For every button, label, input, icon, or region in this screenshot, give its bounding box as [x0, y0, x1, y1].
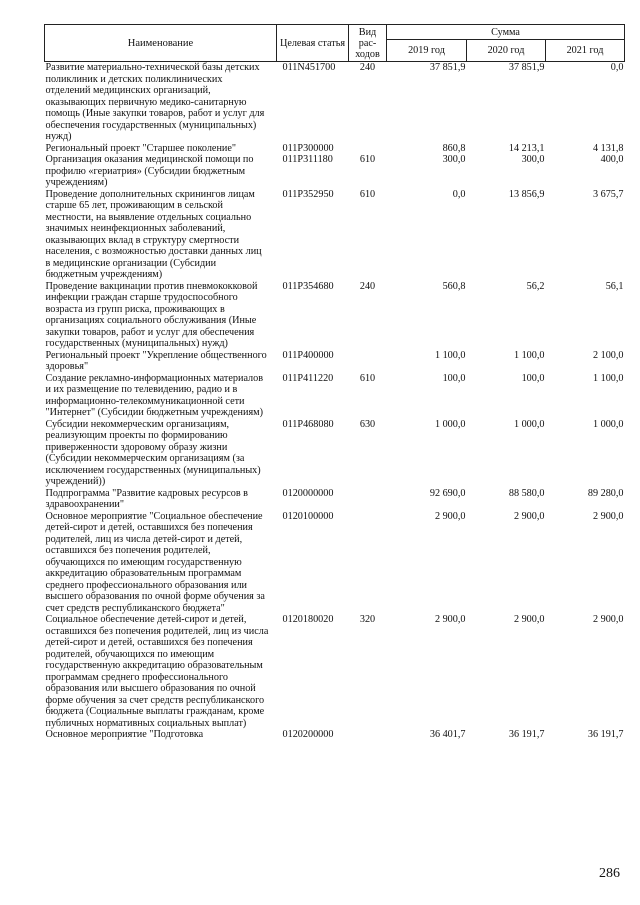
row-code: 0120100000 — [282, 510, 334, 522]
row-name: Развитие материально-технической базы детских поликлиник и детских поликлинических отделений медицинских организаций, оказывающих первичную медико-санитарную помощь (Иные закупки товаров, работ и услуг для обеспечения государственных (муниципальных) нужд) — [45, 62, 265, 142]
row-value-2019: 37 851,9 — [429, 62, 466, 73]
row-name: Проведение дополнительных скринингов лицам старше 65 лет, проживающим в сельской местности, на выявление отдельных социально значимых неинфекционных заболеваний, оказывающих вклад в структуру смертности населения, с возможностью доставки данных лиц в медицинские организации (Субсидии бюджетным учреждениям) — [45, 188, 262, 280]
row-value-2020: 2 900,0 — [513, 510, 545, 522]
row-name: Основное мероприятие "Социальное обеспечение детей-сирот и детей, оставшихся без попечения родителей, лиц из числа детей-сирот и детей, оставшихся без попечения родителей, обучающихся по имеющим государственную аккредитацию образовательным программам среднего профессионального образования или высшего образования по очной форме обучения за счет средств республиканского бюджета" — [45, 510, 265, 614]
row-code: 0120180020 — [282, 614, 334, 625]
row-value-2019: 36 401,7 — [429, 729, 466, 740]
row-value-2020: 100,0 — [521, 372, 545, 384]
header-year-2020: 2020 год — [467, 40, 546, 62]
row-name: Проведение вакцинации против пневмококковой инфекции граждан старше трудоспособного возраста из групп риска, проживающих в организациях социального обслуживания (Иные закупки товаров, работ и услуг для обеспечения государственных (муниципальных) нужд) — [45, 280, 258, 349]
row-name: Организация оказания медицинской помощи по профилю «гериатрия» (Субсидии бюджетным учреждениям) — [45, 154, 254, 188]
row-code: 011P400000 — [282, 349, 334, 361]
table-row — [45, 488, 625, 511]
row-kind: 630 — [359, 418, 376, 430]
row-code: 0120200000 — [282, 729, 334, 740]
row-value-2019: 560,8 — [442, 280, 466, 292]
row-value-2019: 1 000,0 — [434, 418, 466, 430]
row-value-2021: 0,0 — [610, 62, 624, 73]
row-kind: 610 — [359, 154, 376, 165]
row-name: Региональный проект "Старшее поколение" — [45, 142, 237, 154]
row-value-2021: 2 900,0 — [592, 614, 624, 625]
row-value-2020: 88 580,0 — [508, 487, 545, 499]
header-year-2021: 2021 год — [546, 40, 625, 62]
row-name: Субсидии некоммерческим организациям, реализующим проекты по формированию приверженности здоровому образу жизни (Субсидии некоммерческим организациям (за исключением государственных (муниципальных) учреждений)) — [45, 418, 261, 487]
row-kind: 240 — [359, 62, 376, 73]
table-row — [45, 373, 625, 419]
row-value-2020: 2 900,0 — [513, 614, 545, 625]
row-value-2020: 1 100,0 — [513, 349, 545, 361]
row-value-2020: 14 213,1 — [508, 142, 545, 154]
header-kind: Вид рас-ходов — [349, 25, 387, 62]
row-value-2019: 92 690,0 — [429, 487, 466, 499]
row-name: Подпрограмма "Развитие кадровых ресурсов в здравоохранении" — [45, 487, 248, 510]
row-value-2019: 300,0 — [442, 154, 466, 165]
row-name: Основное мероприятие "Подготовка — [45, 729, 204, 740]
row-code: 0120000000 — [282, 487, 334, 499]
row-code: 011P468080 — [282, 418, 334, 430]
row-value-2020: 36 191,7 — [508, 729, 545, 740]
page-number: 286 — [599, 866, 620, 881]
row-value-2019: 0,0 — [452, 188, 466, 200]
table-row — [45, 189, 625, 281]
row-value-2021: 56,1 — [605, 280, 624, 292]
header-name: Наименование — [45, 25, 277, 62]
row-kind: 610 — [359, 372, 376, 384]
row-value-2021: 89 280,0 — [587, 487, 624, 499]
row-kind: 320 — [359, 614, 376, 625]
table-row — [45, 729, 625, 741]
row-code: 011P300000 — [282, 142, 334, 154]
row-code: 011P354680 — [282, 280, 334, 292]
row-value-2021: 1 000,0 — [592, 418, 624, 430]
header-code: Целевая статья — [277, 25, 349, 62]
table-row — [45, 154, 625, 189]
row-name: Создание рекламно-информационных материалов и их размещение по телевидению, радио и в информационно-телекоммуникационной сети "Интернет" (Субсидии бюджетным учреждениям) — [45, 372, 264, 418]
row-value-2019: 2 900,0 — [434, 510, 466, 522]
row-value-2021: 400,0 — [600, 154, 624, 165]
row-value-2020: 56,2 — [526, 280, 545, 292]
row-code: 011P311180 — [282, 154, 333, 165]
row-kind: 240 — [359, 280, 376, 292]
row-value-2020: 1 000,0 — [513, 418, 545, 430]
row-value-2021: 1 100,0 — [592, 372, 624, 384]
row-code: 011N451700 — [282, 62, 336, 73]
table-row — [45, 614, 625, 729]
row-value-2019: 1 100,0 — [434, 349, 466, 361]
row-value-2021: 3 675,7 — [592, 188, 624, 200]
table-row — [45, 143, 625, 155]
row-value-2021: 4 131,8 — [592, 142, 624, 154]
row-value-2020: 37 851,9 — [508, 62, 545, 73]
row-value-2019: 2 900,0 — [434, 614, 466, 625]
table-row — [45, 62, 625, 143]
row-value-2019: 100,0 — [442, 372, 466, 384]
header-sum: Сумма — [387, 25, 625, 40]
row-kind: 610 — [359, 188, 376, 200]
table-row — [45, 419, 625, 488]
row-value-2019: 860,8 — [442, 142, 466, 154]
row-value-2021: 36 191,7 — [587, 729, 624, 740]
row-value-2020: 300,0 — [521, 154, 545, 165]
row-kind — [349, 488, 387, 511]
table-row — [45, 511, 625, 615]
row-kind — [349, 511, 387, 615]
row-value-2021: 2 100,0 — [592, 349, 624, 361]
table-row — [45, 281, 625, 350]
row-code: 011P411220 — [282, 372, 334, 384]
header-year-2019: 2019 год — [387, 40, 467, 62]
row-value-2021: 2 900,0 — [592, 510, 624, 522]
row-kind — [349, 350, 387, 373]
table-row — [45, 350, 625, 373]
row-name: Региональный проект "Укрепление общественного здоровья" — [45, 349, 267, 372]
row-code: 011P352950 — [282, 188, 334, 200]
row-kind — [349, 729, 387, 741]
row-name: Социальное обеспечение детей-сирот и детей, оставшихся без попечения родителей, лиц из числа детей-сирот и детей, оставшихся без попечения родителей, обучающихся по имеющим государственную аккредитацию образовательным программам среднего профессионального образования или высшего образования по очной форме обучения за счет средств республиканского бюджета (Социальные выплаты гражданам, кроме публичных нормативных социальных выплат) — [45, 614, 269, 729]
row-value-2020: 13 856,9 — [508, 188, 545, 200]
row-kind — [349, 143, 387, 155]
budget-table — [44, 24, 625, 741]
